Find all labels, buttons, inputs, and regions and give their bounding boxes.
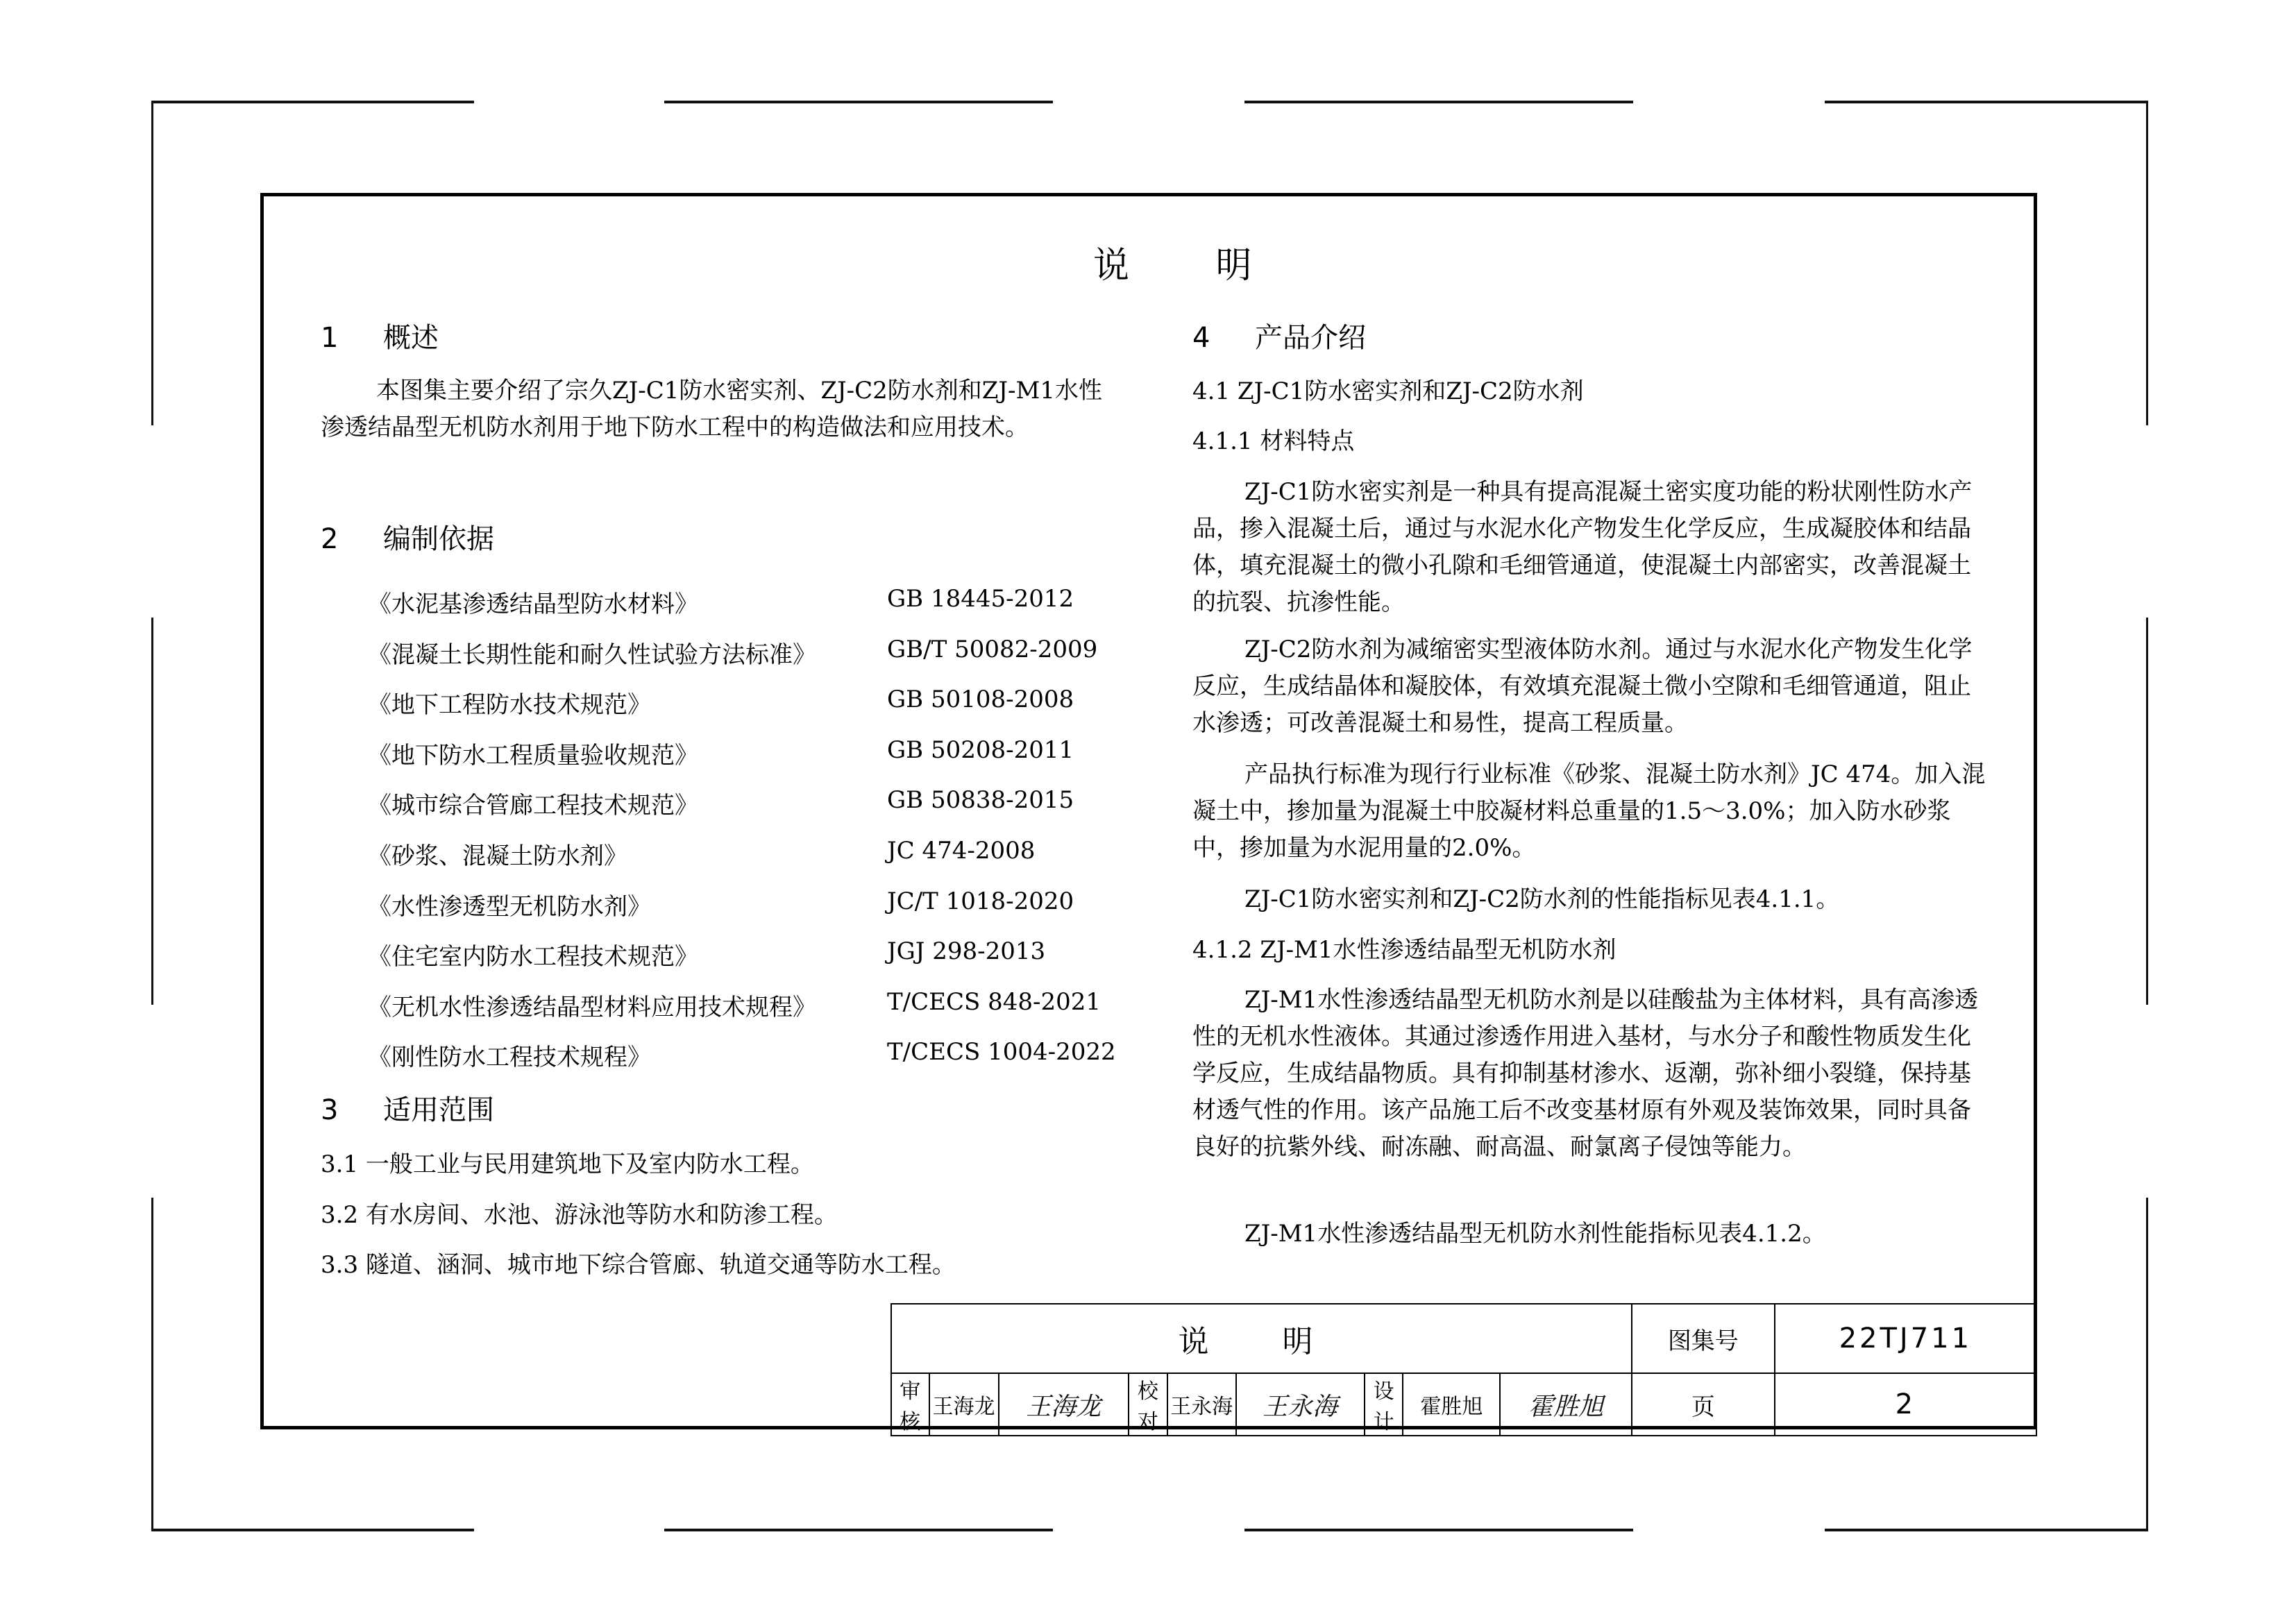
reference-code: GB 50838-2015	[887, 786, 1074, 814]
check-label: 校对	[1129, 1373, 1167, 1436]
c2-description: ZJ-C2防水剂为减缩密实型液体防水剂。通过与水泥水化产物发生化学反应，生成结晶体和凝胶体，有效填充混凝土微小空隙和毛细管通道，阻止水渗透；可改善混凝土和易性，提高工程质量。	[1192, 636, 1973, 737]
reference-code: GB 50108-2008	[887, 686, 1074, 713]
title-block	[890, 1303, 2037, 1436]
reference-code: GB/T 50082-2009	[887, 636, 1098, 663]
section-1-heading	[321, 316, 439, 355]
section-3-heading	[321, 1088, 494, 1128]
design-label: 设计	[1365, 1373, 1403, 1436]
checker-signature: 王永海	[1236, 1373, 1365, 1436]
checker-name: 王永海	[1167, 1373, 1236, 1436]
reference-name: 《混凝土长期性能和耐久性试验方法标准》	[368, 641, 816, 669]
section-title: 编制依据	[383, 523, 494, 555]
frame-bottom-segment	[1825, 1529, 2148, 1531]
frame-bottom-segment	[664, 1529, 1053, 1531]
atlas-number-label: 图集号	[1632, 1304, 1775, 1373]
frame-bottom-segment	[1244, 1529, 1633, 1531]
scope-item: 3.3 隧道、涵洞、城市地下综合管廊、轨道交通等防水工程。	[321, 1251, 956, 1279]
frame-right-segment	[2146, 1198, 2148, 1531]
table-4-1-1-reference: ZJ-C1防水密实剂和ZJ-C2防水剂的性能指标见表4.1.1。	[1244, 885, 1840, 913]
designer-name: 霍胜旭	[1403, 1373, 1500, 1436]
section-number: 1	[321, 322, 339, 354]
reference-code: T/CECS 848-2021	[887, 988, 1101, 1016]
reference-code: GB 50208-2011	[887, 736, 1074, 764]
c1-description: ZJ-C1防水密实剂是一种具有提高混凝土密实度功能的粉状刚性防水产品，掺入混凝土后，通过与水泥水化产物发生化学反应，生成凝胶体和结晶体，填充混凝土的微小孔隙和毛细管通道，使混凝土内部密实，改善混凝土的抗裂、抗渗性能。	[1192, 478, 1973, 616]
section-title: 适用范围	[383, 1094, 494, 1126]
reference-code: GB 18445-2012	[887, 585, 1074, 613]
m1-description: ZJ-M1水性渗透结晶型无机防水剂是以硅酸盐为主体材料，具有高渗透性的无机水性液体。其通过渗透作用进入基材，与水分子和酸性物质发生化学反应，生成结晶物质。具有抑制基材渗水、返潮，弥补细小裂缝，保持基材透气性的作用。该产品施工后不改变基材原有外观及装饰效果，同时具备良好的抗紫外线、耐冻融、耐高温、耐氯离子侵蚀等能力。	[1192, 986, 1979, 1161]
frame-top-segment	[151, 101, 474, 103]
reference-code: JGJ 298-2013	[887, 937, 1046, 965]
reference-name: 《城市综合管廊工程技术规范》	[368, 792, 698, 819]
drawing-title: 说 明	[891, 1304, 1632, 1373]
standard-paragraph: 产品执行标准为现行行业标准《砂浆、混凝土防水剂》JC 474。加入混凝土中，掺加量为混凝土中胶凝材料总重量的1.5～3.0%；加入防水砂浆中，掺加量为水泥用量的2.0%。	[1192, 760, 1986, 862]
reviewer-signature: 王海龙	[999, 1373, 1129, 1436]
scope-item: 3.2 有水房间、水池、游泳池等防水和防渗工程。	[321, 1201, 838, 1229]
frame-top-segment	[1825, 101, 2148, 103]
subsection-4-1-1: 4.1.1 材料特点	[1192, 427, 1355, 455]
reference-name: 《无机水性渗透结晶型材料应用技术规程》	[368, 994, 816, 1021]
table-4-1-2-reference: ZJ-M1水性渗透结晶型无机防水剂性能指标见表4.1.2。	[1244, 1220, 1826, 1248]
frame-top-segment	[1244, 101, 1633, 103]
section-number: 4	[1192, 322, 1210, 354]
page-title: 说 明	[1093, 245, 1290, 287]
section-number: 2	[321, 523, 339, 555]
subsection-4-1: 4.1 ZJ-C1防水密实剂和ZJ-C2防水剂	[1192, 377, 1584, 405]
page-number: 2	[1775, 1373, 2036, 1436]
reference-name: 《水性渗透型无机防水剂》	[368, 893, 651, 921]
section-number: 3	[321, 1094, 339, 1126]
designer-signature: 霍胜旭	[1500, 1373, 1632, 1436]
reviewer-name: 王海龙	[929, 1373, 999, 1436]
section-2-heading	[321, 517, 494, 556]
frame-right-segment	[2146, 618, 2148, 1005]
review-label: 审核	[891, 1373, 929, 1436]
section-title: 产品介绍	[1255, 322, 1366, 354]
reference-name: 《地下防水工程质量验收规范》	[368, 742, 698, 770]
reference-name: 《砂浆、混凝土防水剂》	[368, 842, 627, 870]
frame-right-segment	[2146, 101, 2148, 425]
reference-code: JC 474-2008	[887, 837, 1036, 865]
reference-name: 《刚性防水工程技术规程》	[368, 1044, 651, 1071]
section-4-heading	[1192, 316, 1366, 355]
frame-left-segment	[151, 618, 153, 1005]
frame-left-segment	[151, 101, 153, 425]
page-label: 页	[1632, 1373, 1775, 1436]
section-title: 概述	[383, 322, 439, 354]
reference-name: 《住宅室内防水工程技术规范》	[368, 943, 698, 971]
reference-code: T/CECS 1004-2022	[887, 1038, 1116, 1066]
subsection-4-1-2: 4.1.2 ZJ-M1水性渗透结晶型无机防水剂	[1192, 936, 1617, 964]
reference-code: JC/T 1018-2020	[887, 887, 1074, 915]
reference-name: 《水泥基渗透结晶型防水材料》	[368, 590, 698, 618]
frame-left-segment	[151, 1198, 153, 1531]
frame-top-segment	[664, 101, 1053, 103]
frame-bottom-segment	[151, 1529, 474, 1531]
overview-paragraph: 本图集主要介绍了宗久ZJ-C1防水密实剂、ZJ-C2防水剂和ZJ-M1水性渗透结晶型无机防水剂用于地下防水工程中的构造做法和应用技术。	[321, 377, 1102, 441]
scope-item: 3.1 一般工业与民用建筑地下及室内防水工程。	[321, 1150, 814, 1178]
reference-name: 《地下工程防水技术规范》	[368, 691, 651, 719]
atlas-number: 22TJ711	[1775, 1304, 2036, 1373]
